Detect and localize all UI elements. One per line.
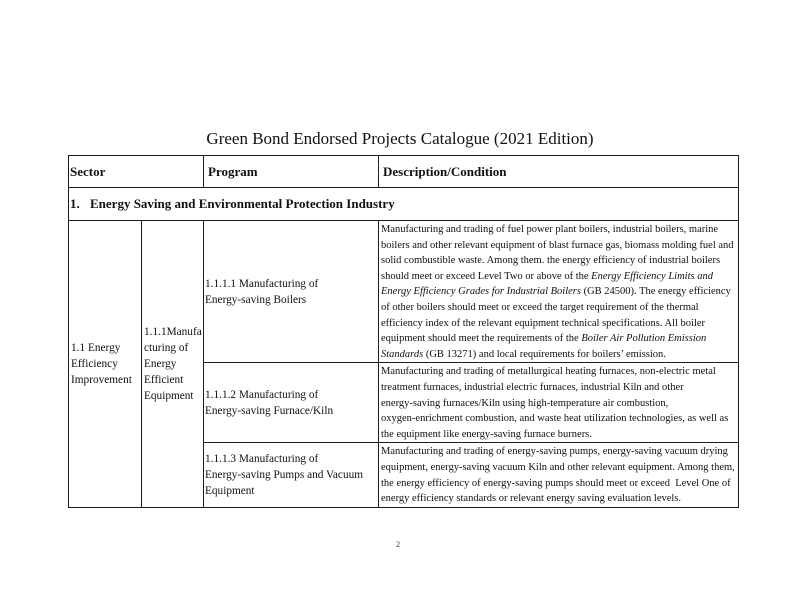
subsector-line: 1.1.1Manufa [144,326,202,339]
section-number: 1. [70,196,80,211]
description-line: efficiency index of the relevant equipment technical specifications. All boiler [381,317,706,329]
page-number: 2 [396,540,400,549]
description-line [381,269,738,285]
text-segment: equipment should meet the requirements of the [381,333,582,345]
sector-line: Efficiency [71,358,118,371]
projects-catalogue-table [68,155,739,508]
description-cell [379,443,739,508]
description-line: the equipment like energy-saving furnace burners. [381,428,592,440]
description-line: treatment furnaces, industrial electric furnaces, industrial Kiln and other [381,381,684,393]
description-line [381,284,738,300]
header-description: Description/Condition [379,156,739,188]
program-line: Energy-saving Boilers [205,293,307,306]
description-line: Manufacturing and trading of metallurgical heating furnaces, non-electric metal [381,366,716,378]
italic-standard-title: Standards [381,348,424,360]
subsector-line: Efficient [144,374,184,387]
header-row [69,156,739,188]
header-program: Program [204,156,379,188]
subsector-line: Energy [144,358,177,371]
italic-standard-title: Energy Efficiency Limits and [591,270,713,282]
text-segment: (GB 13271) and local requirements for boilers’ emission. [423,348,666,360]
program-line: Equipment [205,485,255,498]
text-segment: should meet or exceed Level Two or above of the [381,270,592,282]
description-line: Manufacturing and trading of energy-saving pumps, energy-saving vacuum drying [381,446,728,458]
description-line: equipment, energy-saving vacuum Kiln and other relevant equipment. Among them, [381,461,735,473]
description-line: oxygen-enrichment combustion, and waste heat utilization technologies, as well as [381,413,729,425]
description-line: energy-saving furnaces/Kiln using high-temperature air combustion, [381,397,669,409]
program-cell [204,221,379,363]
subsector-line: Equipment [144,390,194,403]
description-line: boilers and other relevant equipment of blast furnace gas, biomass molding fuel and [381,239,734,251]
document-title: Green Bond Endorsed Projects Catalogue (2021 Edition) [206,129,594,148]
description-cell [379,363,739,443]
header-sector: Sector [69,156,204,188]
program-cell [204,443,379,508]
program-line: 1.1.1.3 Manufacturing of [205,453,319,466]
subsector-cell [142,221,204,508]
description-line: solid combustible waste. Among them. the energy efficiency of industrial boilers [381,255,721,267]
program-line: 1.1.1.1 Manufacturing of [205,277,319,290]
sector-line: Improvement [71,374,132,387]
sector-cell [69,221,142,508]
italic-standard-title: Energy Efficiency Grades for Industrial Boilers [381,286,581,298]
description-line: energy efficiency standards or relevant energy saving evaluation levels. [381,493,682,505]
sector-line: 1.1 Energy [71,342,121,355]
text-segment: (GB 24500). The energy efficiency [580,286,731,298]
section-row [69,188,739,221]
description-line: Manufacturing and trading of fuel power plant boilers, industrial boilers, marine [381,224,719,235]
description-line: the energy efficiency of energy-saving pumps should meet or exceed Level One of [381,477,731,489]
italic-standard-title: Boiler Air Pollution Emission [581,333,707,345]
program-line: Energy-saving Furnace/Kiln [205,404,334,417]
description-line: of other boilers should meet or exceed the target requirement of the thermal [381,301,699,313]
description-cell [379,221,739,363]
section-heading [69,188,739,221]
description-line [381,347,738,363]
description-line [381,331,738,347]
table-row [69,221,739,363]
section-title: Energy Saving and Environmental Protection Industry [90,196,395,211]
program-line: 1.1.1.2 Manufacturing of [205,388,319,401]
program-cell [204,363,379,443]
program-line: Energy-saving Pumps and Vacuum [205,469,364,482]
subsector-line: cturing of [144,342,189,355]
